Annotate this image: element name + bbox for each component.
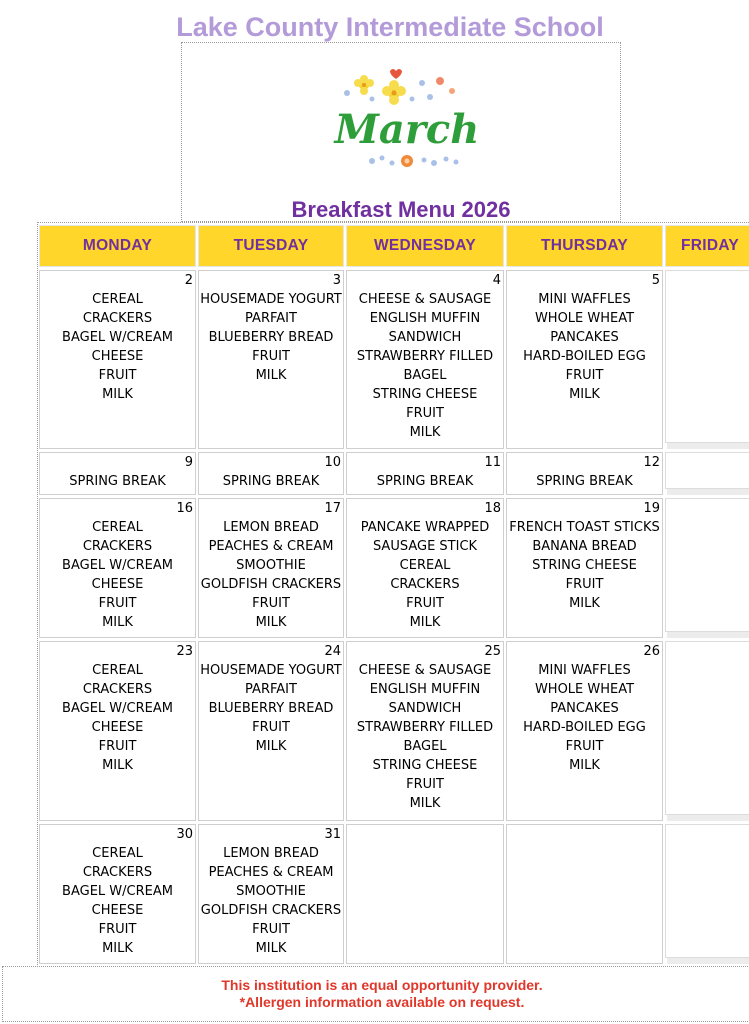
berry-icon [449, 88, 455, 94]
date-number: 25 [484, 644, 501, 659]
menu-item: HARD-BOILED EGG [523, 349, 646, 364]
day-header-monday: MONDAY [39, 225, 196, 267]
menu-item: PEACHES & CREAM [208, 865, 334, 880]
date-number: 11 [484, 455, 501, 470]
menu-items [199, 661, 343, 756]
menu-items [507, 290, 662, 404]
menu-item: BAGEL W/CREAM [62, 558, 173, 573]
menu-item: CRACKERS [82, 311, 153, 326]
day-cell-wednesday [346, 498, 504, 638]
day-cell-tuesday [198, 498, 344, 638]
date-number: 9 [184, 455, 193, 470]
menu-item: HARD-BOILED EGG [523, 720, 646, 735]
menu-item: SANDWICH [388, 330, 462, 345]
heart-icon [390, 69, 402, 79]
day-cell-monday [39, 824, 196, 964]
menu-item: MINI WAFFLES [538, 292, 631, 307]
menu-item: MINI WAFFLES [538, 663, 631, 678]
menu-item: PANCAKES [550, 330, 619, 345]
menu-item: HOUSEMADE YOGURT [200, 292, 342, 307]
day-cell-wednesday [346, 270, 504, 449]
menu-item: GOLDFISH CRACKERS [200, 903, 342, 918]
menu-item: SPRING BREAK [376, 474, 474, 489]
menu-item: BAGEL W/CREAM [62, 330, 173, 345]
menu-items [347, 290, 503, 442]
date-number: 24 [324, 644, 341, 659]
menu-item: FRUIT [406, 777, 444, 792]
menu-item: BLUEBERRY BREAD [208, 330, 334, 345]
menu-item: MILK [255, 739, 287, 754]
menu-item: LEMON BREAD [223, 846, 319, 861]
menu-item: CHEESE [91, 903, 144, 918]
menu-items [199, 518, 343, 632]
cell-divider [667, 443, 749, 449]
menu-item: STRING CHEESE [372, 387, 478, 402]
date-number: 16 [176, 501, 193, 516]
menu-item: SPRING BREAK [69, 474, 166, 489]
day-cell-wednesday [346, 641, 504, 821]
menu-items [40, 661, 195, 775]
menu-items [347, 472, 503, 491]
date-number: 18 [484, 501, 501, 516]
day-cell-thursday [506, 641, 663, 821]
day-cell-monday [39, 641, 196, 821]
menu-item: CEREAL [92, 663, 143, 678]
date-number: 2 [184, 273, 193, 288]
menu-item: CHEESE [91, 577, 144, 592]
date-number: 23 [176, 644, 193, 659]
menu-item: CHEESE [91, 720, 144, 735]
day-cell-monday [39, 452, 196, 495]
menu-item: CEREAL [399, 558, 451, 573]
menu-item: PARFAIT [245, 311, 297, 326]
leaf-icon [369, 156, 459, 167]
menu-items [507, 518, 662, 613]
footer [2, 966, 749, 1022]
menu-item: STRING CHEESE [372, 758, 478, 773]
menu-item: CEREAL [92, 846, 143, 861]
allergen-notice: *Allergen information available on request. [239, 994, 525, 1010]
header-box [181, 42, 621, 222]
menu-item: FRUIT [565, 739, 604, 754]
day-cell-monday [39, 270, 196, 449]
day-cell-tuesday [198, 270, 344, 449]
menu-item: CRACKERS [390, 577, 460, 592]
date-number: 3 [332, 273, 341, 288]
menu-item: FRUIT [98, 739, 137, 754]
menu-items [40, 472, 195, 491]
flower-icon [354, 75, 374, 95]
flower-icon [401, 155, 413, 167]
menu-item: ENGLISH MUFFIN [369, 682, 481, 697]
menu-item: HOUSEMADE YOGURT [200, 663, 342, 678]
cell-divider [667, 958, 749, 964]
date-number: 30 [176, 827, 193, 842]
menu-item: MILK [569, 596, 600, 611]
menu-item: MILK [255, 615, 287, 630]
menu-item: CEREAL [92, 520, 143, 535]
date-number: 5 [651, 273, 660, 288]
menu-item: FRUIT [406, 596, 444, 611]
menu-item: MILK [569, 387, 600, 402]
day-cell-thursday [506, 498, 663, 638]
day-cell-friday [665, 641, 749, 815]
menu-item: FRUIT [98, 596, 137, 611]
menu-item: FRUIT [252, 596, 290, 611]
menu-items [507, 472, 662, 491]
menu-item: MILK [569, 758, 600, 773]
menu-item: MILK [409, 796, 441, 811]
menu-item: CHEESE & SAUSAGE [358, 292, 492, 307]
menu-item: FRUIT [406, 406, 444, 421]
menu-items [40, 518, 195, 632]
cell-divider [667, 489, 749, 495]
date-number: 10 [324, 455, 341, 470]
menu-items [199, 472, 343, 491]
day-cell-friday [665, 824, 749, 958]
menu-item: WHOLE WHEAT [534, 682, 635, 697]
date-number: 4 [492, 273, 501, 288]
menu-item: BAGEL [403, 739, 447, 754]
menu-item: ENGLISH MUFFIN [369, 311, 481, 326]
menu-item: BAGEL W/CREAM [62, 884, 173, 899]
day-cell-thursday [506, 824, 663, 964]
menu-item: PARFAIT [245, 682, 297, 697]
date-number: 17 [324, 501, 341, 516]
menu-item: CEREAL [92, 292, 143, 307]
day-cell-tuesday [198, 641, 344, 821]
menu-item: GOLDFISH CRACKERS [200, 577, 342, 592]
month-script: March [334, 106, 480, 153]
menu-item: LEMON BREAD [223, 520, 319, 535]
menu-item: STRAWBERRY FILLED [356, 720, 494, 735]
day-cell-friday [665, 498, 749, 632]
menu-item: BAGEL [403, 368, 447, 383]
menu-item: SPRING BREAK [536, 474, 633, 489]
menu-item: CRACKERS [82, 539, 153, 554]
menu-items [347, 661, 503, 813]
menu-item: MILK [409, 615, 441, 630]
menu-item: FRUIT [252, 349, 290, 364]
day-cell-friday [665, 452, 749, 489]
menu-item: CHEESE & SAUSAGE [358, 663, 492, 678]
menu-item: STRAWBERRY FILLED [356, 349, 494, 364]
menu-item: CRACKERS [82, 682, 153, 697]
date-number: 19 [643, 501, 660, 516]
menu-item: FRUIT [252, 922, 290, 937]
menu-item: CHEESE [91, 349, 144, 364]
menu-item: PANCAKE WRAPPED [360, 520, 490, 535]
menu-item: FRUIT [98, 368, 137, 383]
menu-item: FRUIT [565, 577, 604, 592]
day-header-tuesday: TUESDAY [198, 225, 344, 267]
day-cell-wednesday [346, 824, 504, 964]
menu-items [199, 290, 343, 385]
date-number: 26 [643, 644, 660, 659]
cell-divider [667, 632, 749, 638]
berry-icon [436, 77, 444, 85]
menu-item: MILK [255, 941, 287, 956]
menu-item: MILK [102, 941, 133, 956]
equal-opportunity-notice: This institution is an equal opportunity provider. [221, 977, 543, 993]
menu-item: BANANA BREAD [532, 539, 637, 554]
menu-items [199, 844, 343, 958]
menu-item: MILK [409, 425, 441, 440]
date-number: 31 [324, 827, 341, 842]
menu-item: SMOOTHIE [236, 558, 306, 573]
menu-title: Breakfast Menu 2026 [291, 197, 511, 222]
day-cell-tuesday [198, 452, 344, 495]
day-cell-friday [665, 270, 749, 443]
day-header-wednesday: WEDNESDAY [346, 225, 504, 267]
day-header-friday: FRIDAY [665, 225, 749, 267]
menu-item: FRUIT [98, 922, 137, 937]
day-cell-monday [39, 498, 196, 638]
march-logo [312, 63, 502, 173]
menu-item: FRUIT [565, 368, 604, 383]
menu-item: SANDWICH [388, 701, 462, 716]
menu-item: BLUEBERRY BREAD [208, 701, 334, 716]
day-cell-tuesday [198, 824, 344, 964]
day-cell-thursday [506, 270, 663, 449]
menu-item: SPRING BREAK [222, 474, 320, 489]
menu-items [40, 844, 195, 958]
menu-item: SAUSAGE STICK [372, 539, 478, 554]
menu-item: PANCAKES [550, 701, 619, 716]
menu-item: FRUIT [252, 720, 290, 735]
menu-item: PEACHES & CREAM [208, 539, 334, 554]
menu-items [347, 518, 503, 632]
day-header-thursday: THURSDAY [506, 225, 663, 267]
menu-item: WHOLE WHEAT [534, 311, 635, 326]
cell-divider [667, 815, 749, 821]
date-number: 12 [643, 455, 660, 470]
menu-items [507, 661, 662, 775]
day-cell-wednesday [346, 452, 504, 495]
day-cell-thursday [506, 452, 663, 495]
menu-item: MILK [102, 387, 133, 402]
menu-item: CRACKERS [82, 865, 153, 880]
menu-item: MILK [255, 368, 287, 383]
school-name: Lake County Intermediate School [176, 12, 604, 42]
menu-item: STRING CHEESE [532, 558, 637, 573]
menu-items [40, 290, 195, 404]
menu-item: MILK [102, 758, 133, 773]
menu-item: SMOOTHIE [236, 884, 306, 899]
menu-item: BAGEL W/CREAM [62, 701, 173, 716]
menu-item: MILK [102, 615, 133, 630]
flower-icon [382, 80, 406, 105]
menu-item: FRENCH TOAST STICKS [509, 520, 660, 535]
